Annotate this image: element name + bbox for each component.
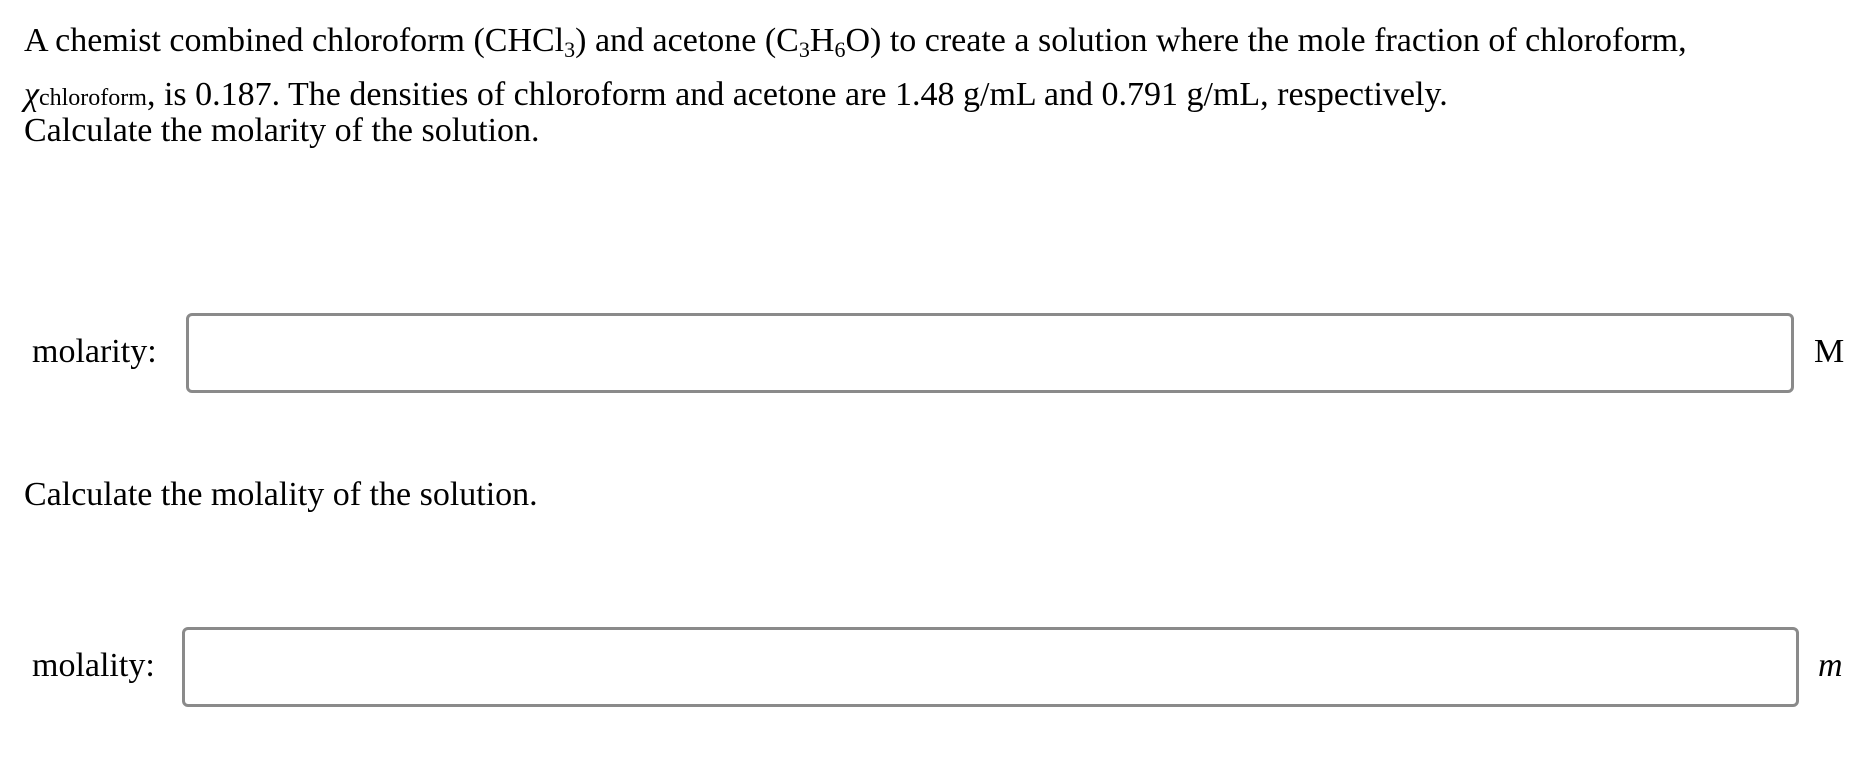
problem-line-1 [24, 14, 1844, 68]
chi-symbol: χ [24, 76, 39, 113]
molality-answer-row [0, 627, 1872, 711]
molarity-answer-row [0, 313, 1872, 397]
molality-prompt: Calculate the molality of the solution. [24, 476, 538, 513]
problem-statement [24, 14, 1844, 125]
molality-input[interactable] [182, 627, 1799, 707]
text-segment: , is 0.187. The densities of chloroform and acetone are 1.48 g/mL and 0.791 g/mL, respectively. [146, 76, 1448, 113]
molarity-input[interactable] [186, 313, 1794, 393]
text-segment: A chemist combined chloroform (CHCl [24, 22, 565, 59]
molality-label: molality: [32, 647, 155, 684]
molarity-prompt: Calculate the molarity of the solution. [24, 112, 540, 149]
subscript: 3 [564, 37, 576, 62]
text-segment: H [809, 22, 835, 59]
chi-subscript: chloroform [38, 85, 147, 111]
molarity-label: molarity: [32, 333, 157, 370]
text-segment: O) to create a solution where the mole fraction of chloroform, [845, 22, 1687, 59]
subscript: 6 [834, 37, 846, 62]
molality-unit: m [1818, 647, 1843, 684]
subscript: 3 [798, 37, 810, 62]
molarity-unit: M [1814, 333, 1845, 370]
text-segment: ) and acetone (C [575, 22, 799, 59]
